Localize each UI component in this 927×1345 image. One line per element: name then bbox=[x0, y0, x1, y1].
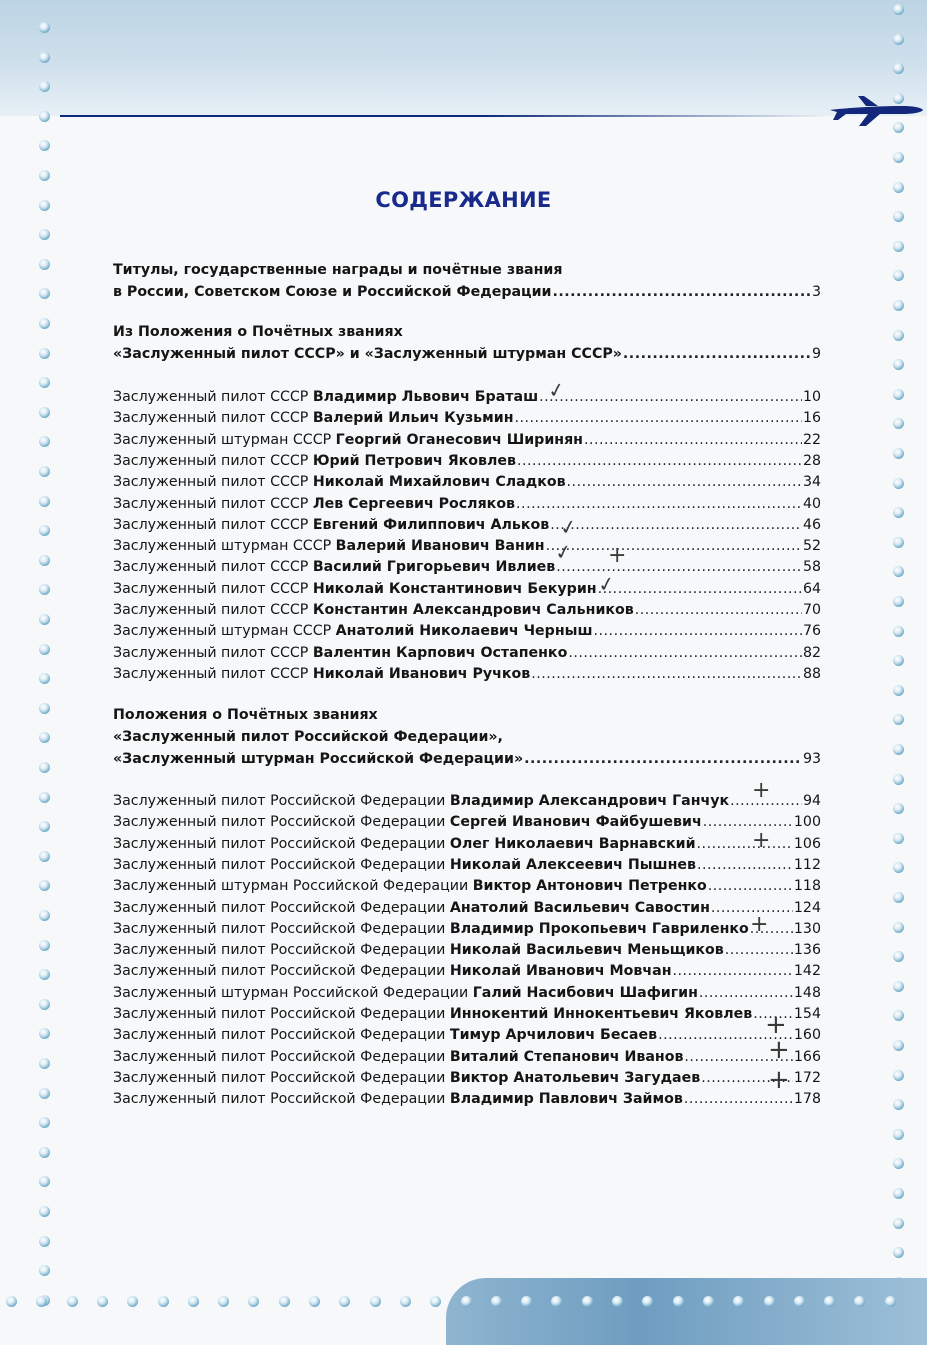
page-number: 40 bbox=[802, 495, 821, 512]
dot-leader bbox=[531, 664, 802, 685]
toc-heading-line bbox=[113, 260, 821, 281]
honor-title: Заслуженный пилот Российской Федерации bbox=[113, 856, 450, 873]
dot-leader bbox=[699, 983, 793, 1004]
toc-heading-line bbox=[113, 322, 821, 343]
honor-title: Заслуженный пилот Российской Федерации bbox=[113, 835, 450, 852]
bead-dot-icon bbox=[893, 507, 904, 518]
person-name: Сергей Иванович Файбушевич bbox=[449, 814, 702, 831]
section-heading: «Заслуженный пилот Российской Федерации», bbox=[113, 729, 503, 745]
bead-dot-icon bbox=[39, 1117, 50, 1128]
bead-dot-icon bbox=[893, 1247, 904, 1258]
dot-leader bbox=[539, 387, 802, 408]
bead-dot-icon bbox=[893, 1099, 904, 1110]
top-banner bbox=[0, 0, 927, 116]
dot-leader bbox=[697, 855, 793, 876]
bead-dot-icon bbox=[893, 685, 904, 696]
bead-dot-icon bbox=[400, 1296, 411, 1307]
person-name: Лев Сергеевич Росляков bbox=[312, 495, 516, 512]
toc-entry[interactable] bbox=[113, 812, 821, 833]
honor-title: Заслуженный пилот СССР bbox=[113, 665, 313, 682]
bead-dot-icon bbox=[893, 744, 904, 755]
honor-title: Заслуженный пилот Российской Федерации bbox=[113, 899, 450, 916]
bead-dot-icon bbox=[893, 93, 904, 104]
page-number: 82 bbox=[802, 644, 821, 661]
honor-title: Заслуженный пилот Российской Федерации bbox=[113, 1091, 450, 1108]
bead-dot-icon bbox=[521, 1296, 532, 1307]
bead-dot-icon bbox=[39, 555, 50, 566]
dot-leader bbox=[550, 515, 802, 536]
page-number: 46 bbox=[802, 516, 821, 533]
bead-dot-icon bbox=[39, 288, 50, 299]
bead-dot-icon bbox=[39, 851, 50, 862]
bead-dot-icon bbox=[309, 1296, 320, 1307]
bead-dot-icon bbox=[39, 1236, 50, 1247]
bead-dot-icon bbox=[39, 348, 50, 359]
bead-dot-icon bbox=[893, 152, 904, 163]
bead-dot-icon bbox=[893, 448, 904, 459]
dot-leader bbox=[623, 344, 811, 365]
person-name: Николай Алексеевич Пышнев bbox=[449, 856, 697, 873]
page-title: СОДЕРЖАНИЕ bbox=[375, 188, 552, 212]
bead-dot-icon bbox=[39, 1265, 50, 1276]
bead-dot-icon bbox=[39, 1206, 50, 1217]
bead-dot-icon bbox=[39, 111, 50, 122]
bead-dot-icon bbox=[248, 1296, 259, 1307]
bead-dot-icon bbox=[893, 418, 904, 429]
bead-dot-icon bbox=[39, 436, 50, 447]
toc-entry[interactable] bbox=[113, 919, 821, 940]
person-name: Владимир Львович Браташ bbox=[312, 389, 539, 405]
page-number: 88 bbox=[802, 665, 821, 682]
dot-leader bbox=[584, 430, 802, 451]
person-name: Валерий Ильич Кузьмин bbox=[312, 410, 514, 427]
page-number: 76 bbox=[802, 623, 821, 640]
honor-title: Заслуженный штурман СССР bbox=[113, 538, 336, 555]
section-heading: в России, Советском Союзе и Российской Федерации bbox=[113, 284, 552, 300]
toc-entry[interactable] bbox=[113, 408, 821, 429]
bead-dot-icon bbox=[67, 1296, 78, 1307]
toc-entry[interactable] bbox=[113, 579, 821, 600]
toc-entry[interactable] bbox=[113, 961, 821, 982]
plus-mark-icon: + bbox=[752, 828, 771, 853]
dot-leader bbox=[556, 557, 802, 578]
bead-dot-icon bbox=[893, 330, 904, 341]
bead-dot-icon bbox=[893, 389, 904, 400]
page-number: 64 bbox=[802, 580, 821, 597]
toc-entry-section2[interactable] bbox=[113, 344, 821, 365]
bead-dot-icon bbox=[893, 300, 904, 311]
toc-entry[interactable] bbox=[113, 1004, 821, 1025]
bead-dot-icon bbox=[39, 318, 50, 329]
honor-title: Заслуженный пилот СССР bbox=[113, 474, 313, 491]
page-number: 148 bbox=[793, 984, 821, 1001]
bead-dot-icon bbox=[673, 1296, 684, 1307]
bead-dot-icon bbox=[39, 792, 50, 803]
bead-dot-icon bbox=[893, 1129, 904, 1140]
page-number: 9 bbox=[811, 346, 821, 362]
honor-title: Заслуженный штурман Российской Федерации bbox=[113, 984, 473, 1001]
bead-dot-icon bbox=[39, 1176, 50, 1187]
toc-entry[interactable] bbox=[113, 621, 821, 642]
bead-dot-icon bbox=[39, 259, 50, 270]
honor-title: Заслуженный штурман Российской Федерации bbox=[113, 878, 473, 895]
dot-leader bbox=[708, 876, 793, 897]
person-name: Георгий Оганесович Ширинян bbox=[335, 431, 583, 448]
honor-title: Заслуженный пилот Российской Федерации bbox=[113, 814, 450, 831]
bead-dot-icon bbox=[39, 732, 50, 743]
bead-dot-icon bbox=[39, 910, 50, 921]
bead-dot-icon bbox=[893, 981, 904, 992]
person-name: Николай Константинович Бекурин bbox=[312, 580, 597, 597]
section-heading: Положения о Почётных званиях bbox=[113, 707, 378, 723]
honor-title: Заслуженный пилот Российской Федерации bbox=[113, 1069, 450, 1086]
bead-dot-icon bbox=[39, 525, 50, 536]
toc-entry[interactable] bbox=[113, 472, 821, 493]
person-name: Иннокентий Иннокентьевич Яковлев bbox=[449, 1006, 753, 1022]
toc-entry[interactable] bbox=[113, 600, 821, 621]
toc-entry[interactable] bbox=[113, 1068, 821, 1089]
toc-entry[interactable] bbox=[113, 1089, 821, 1110]
person-name: Виталий Степанович Иванов bbox=[449, 1048, 684, 1065]
plus-mark-icon: + bbox=[768, 1035, 790, 1065]
honor-title: Заслуженный пилот Российской Федерации bbox=[113, 1006, 450, 1022]
bead-dot-icon bbox=[39, 762, 50, 773]
page-number: 106 bbox=[793, 835, 821, 852]
table-of-contents bbox=[113, 260, 821, 1110]
bead-dot-icon bbox=[39, 969, 50, 980]
bead-dot-icon bbox=[188, 1296, 199, 1307]
bead-dot-icon bbox=[893, 1218, 904, 1229]
honor-title: Заслуженный пилот Российской Федерации bbox=[113, 920, 450, 937]
person-name: Евгений Филиппович Альков bbox=[312, 516, 550, 533]
toc-entry-section1[interactable] bbox=[113, 282, 821, 303]
bead-dot-icon bbox=[733, 1296, 744, 1307]
page-number: 124 bbox=[793, 899, 821, 916]
page-number: 93 bbox=[802, 751, 821, 767]
bead-dot-icon bbox=[893, 241, 904, 252]
plus-mark-icon: + bbox=[750, 912, 769, 937]
toc-entry[interactable] bbox=[113, 536, 821, 557]
toc-entry[interactable] bbox=[113, 898, 821, 919]
toc-entry[interactable] bbox=[113, 1025, 821, 1046]
page-number: 28 bbox=[802, 452, 821, 469]
header-rule bbox=[60, 115, 830, 117]
page-number: 70 bbox=[802, 602, 821, 618]
toc-entry[interactable] bbox=[113, 855, 821, 876]
toc-entry[interactable] bbox=[113, 387, 821, 408]
dot-leader bbox=[697, 834, 793, 855]
dot-leader bbox=[673, 961, 793, 982]
toc-entry[interactable] bbox=[113, 494, 821, 515]
bead-dot-icon bbox=[39, 821, 50, 832]
toc-heading-line bbox=[113, 727, 821, 748]
bead-dot-icon bbox=[893, 626, 904, 637]
bead-dot-icon bbox=[39, 703, 50, 714]
person-name: Анатолий Васильевич Савостин bbox=[449, 899, 710, 916]
person-name: Николай Васильевич Меньщиков bbox=[449, 942, 724, 959]
bead-dot-icon bbox=[642, 1296, 653, 1307]
bead-dot-icon bbox=[893, 122, 904, 133]
page-number: 160 bbox=[793, 1027, 821, 1044]
dot-leader bbox=[515, 408, 802, 429]
person-name: Олег Николаевич Варнавский bbox=[449, 835, 696, 852]
honor-title: Заслуженный пилот СССР bbox=[113, 452, 313, 469]
dot-leader bbox=[524, 749, 802, 770]
bead-dot-icon bbox=[6, 1296, 17, 1307]
toc-entry[interactable] bbox=[113, 876, 821, 897]
bead-dot-icon bbox=[893, 1070, 904, 1081]
honor-title: Заслуженный пилот Российской Федерации bbox=[113, 1048, 450, 1065]
dot-leader bbox=[568, 643, 802, 664]
bead-dot-icon bbox=[893, 596, 904, 607]
honor-title: Заслуженный пилот Российской Федерации bbox=[113, 1027, 450, 1044]
bead-dot-icon bbox=[764, 1296, 775, 1307]
person-name: Юрий Петрович Яковлев bbox=[312, 452, 516, 469]
honor-title: Заслуженный пилот СССР bbox=[113, 410, 313, 427]
bead-dot-icon bbox=[893, 4, 904, 15]
bead-dot-icon bbox=[39, 229, 50, 240]
bead-dot-icon bbox=[885, 1296, 896, 1307]
dot-leader bbox=[546, 536, 802, 557]
check-mark-icon: ✓ bbox=[596, 570, 617, 598]
bead-dot-icon bbox=[430, 1296, 441, 1307]
person-name: Николай Иванович Ручков bbox=[312, 665, 531, 682]
bead-dot-icon bbox=[39, 140, 50, 151]
person-name: Галий Насибович Шафигин bbox=[472, 984, 698, 1001]
bead-dot-icon bbox=[158, 1296, 169, 1307]
person-name: Николай Иванович Мовчан bbox=[449, 963, 672, 980]
bead-dot-icon bbox=[339, 1296, 350, 1307]
dot-leader bbox=[552, 282, 811, 303]
page-number: 136 bbox=[793, 942, 821, 959]
bead-dot-icon bbox=[893, 537, 904, 548]
bead-dot-icon bbox=[39, 1028, 50, 1039]
person-name: Владимир Прокопьевич Гавриленко bbox=[449, 920, 749, 937]
page-number: 100 bbox=[793, 814, 821, 831]
bead-dot-icon bbox=[893, 211, 904, 222]
bead-dot-icon bbox=[97, 1296, 108, 1307]
bead-dot-icon bbox=[39, 1088, 50, 1099]
bead-dot-icon bbox=[39, 644, 50, 655]
check-mark-icon: ✓ bbox=[553, 538, 574, 566]
page-number: 10 bbox=[802, 389, 821, 405]
bead-dot-icon bbox=[893, 803, 904, 814]
bead-dot-icon bbox=[893, 34, 904, 45]
person-name: Владимир Павлович Займов bbox=[449, 1091, 683, 1108]
check-mark-icon: ✓ bbox=[546, 376, 567, 404]
bead-dot-icon bbox=[36, 1296, 47, 1307]
toc-heading-line bbox=[113, 705, 821, 726]
toc-entry-section3[interactable] bbox=[113, 749, 821, 770]
bead-dot-icon bbox=[893, 922, 904, 933]
check-mark-icon: ✓ bbox=[558, 513, 579, 541]
bead-dot-icon bbox=[893, 566, 904, 577]
bead-dot-icon bbox=[893, 359, 904, 370]
section-heading: «Заслуженный штурман Российской Федерации» bbox=[113, 751, 524, 767]
bead-dot-icon bbox=[893, 270, 904, 281]
bead-dot-icon bbox=[893, 478, 904, 489]
page-number: 112 bbox=[793, 856, 821, 873]
airplane-icon bbox=[826, 92, 926, 128]
page-number: 142 bbox=[793, 963, 821, 980]
bead-dot-icon bbox=[39, 940, 50, 951]
page-number: 166 bbox=[793, 1048, 821, 1065]
bead-dot-icon bbox=[39, 377, 50, 388]
page-number: 118 bbox=[793, 878, 821, 895]
bead-dot-icon bbox=[612, 1296, 623, 1307]
toc-entry[interactable] bbox=[113, 1047, 821, 1068]
bead-dot-icon bbox=[893, 1158, 904, 1169]
bead-dot-icon bbox=[39, 880, 50, 891]
person-name: Василий Григорьевич Ивлиев bbox=[312, 559, 556, 576]
page-number: 16 bbox=[802, 410, 821, 427]
bead-dot-icon bbox=[893, 1188, 904, 1199]
person-name: Константин Александрович Сальников bbox=[312, 602, 634, 618]
bead-dot-icon bbox=[39, 1058, 50, 1069]
honor-title: Заслуженный штурман СССР bbox=[113, 431, 336, 448]
person-name: Валерий Иванович Ванин bbox=[335, 538, 545, 555]
page-number: 172 bbox=[793, 1069, 821, 1086]
page-number: 34 bbox=[802, 474, 821, 491]
person-name: Валентин Карпович Остапенко bbox=[312, 644, 568, 661]
honor-title: Заслуженный пилот СССР bbox=[113, 516, 313, 533]
bead-dot-icon bbox=[893, 1010, 904, 1021]
toc-entry[interactable] bbox=[113, 791, 821, 812]
toc-entry[interactable] bbox=[113, 430, 821, 451]
bead-dot-icon bbox=[893, 1040, 904, 1051]
honor-title: Заслуженный штурман СССР bbox=[113, 623, 336, 640]
toc-entry[interactable] bbox=[113, 940, 821, 961]
bead-dot-icon bbox=[582, 1296, 593, 1307]
bead-dot-icon bbox=[893, 862, 904, 873]
toc-entry[interactable] bbox=[113, 664, 821, 685]
bead-dot-icon bbox=[39, 52, 50, 63]
person-name: Владимир Александрович Ганчук bbox=[449, 793, 730, 809]
bead-dot-icon bbox=[39, 22, 50, 33]
bead-dot-icon bbox=[794, 1296, 805, 1307]
bead-dot-icon bbox=[39, 170, 50, 181]
person-name: Виктор Анатольевич Загудаев bbox=[449, 1069, 701, 1086]
honor-title: Заслуженный пилот СССР bbox=[113, 389, 313, 405]
bottom-bead-border bbox=[0, 1290, 927, 1314]
toc-entry[interactable] bbox=[113, 557, 821, 578]
honor-title: Заслуженный пилот СССР bbox=[113, 580, 313, 597]
bead-dot-icon bbox=[39, 407, 50, 418]
page-number: 130 bbox=[793, 920, 821, 937]
bead-dot-icon bbox=[824, 1296, 835, 1307]
toc-entry[interactable] bbox=[113, 451, 821, 472]
honor-title: Заслуженный пилот Российской Федерации bbox=[113, 793, 450, 809]
bead-dot-icon bbox=[893, 655, 904, 666]
honor-title: Заслуженный пилот СССР bbox=[113, 559, 313, 576]
bead-dot-icon bbox=[127, 1296, 138, 1307]
bead-dot-icon bbox=[893, 833, 904, 844]
bead-dot-icon bbox=[279, 1296, 290, 1307]
page-number: 178 bbox=[793, 1091, 821, 1108]
dot-leader bbox=[703, 812, 793, 833]
plus-mark-icon: + bbox=[765, 1010, 787, 1040]
honor-title: Заслуженный пилот СССР bbox=[113, 495, 313, 512]
dot-leader bbox=[635, 600, 802, 621]
honor-title: Заслуженный пилот Российской Федерации bbox=[113, 963, 450, 980]
honor-title: Заслуженный пилот СССР bbox=[113, 644, 313, 661]
plus-mark-icon: + bbox=[608, 543, 627, 568]
toc-entry[interactable] bbox=[113, 983, 821, 1004]
bead-dot-icon bbox=[39, 999, 50, 1010]
dot-leader bbox=[725, 940, 793, 961]
section-heading: Титулы, государственные награды и почётные звания bbox=[113, 262, 563, 278]
bead-dot-icon bbox=[491, 1296, 502, 1307]
bead-dot-icon bbox=[461, 1296, 472, 1307]
bead-dot-icon bbox=[39, 81, 50, 92]
bead-dot-icon bbox=[893, 714, 904, 725]
dot-leader bbox=[567, 472, 802, 493]
bead-dot-icon bbox=[893, 63, 904, 74]
bead-dot-icon bbox=[39, 496, 50, 507]
section-heading: Из Положения о Почётных званиях bbox=[113, 324, 403, 340]
bead-dot-icon bbox=[370, 1296, 381, 1307]
person-name: Виктор Антонович Петренко bbox=[472, 878, 707, 895]
toc-entry[interactable] bbox=[113, 515, 821, 536]
honor-title: Заслуженный пилот Российской Федерации bbox=[113, 942, 450, 959]
bead-dot-icon bbox=[551, 1296, 562, 1307]
dot-leader bbox=[594, 621, 802, 642]
dot-leader bbox=[516, 494, 802, 515]
bead-dot-icon bbox=[39, 584, 50, 595]
person-name: Николай Михайлович Сладков bbox=[312, 474, 566, 491]
page-number: 22 bbox=[802, 431, 821, 448]
page-number: 94 bbox=[802, 793, 821, 809]
dot-leader bbox=[598, 579, 802, 600]
bead-dot-icon bbox=[703, 1296, 714, 1307]
bead-dot-icon bbox=[39, 466, 50, 477]
bead-dot-icon bbox=[39, 614, 50, 625]
person-name: Анатолий Николаевич Черныш bbox=[335, 623, 593, 640]
bead-dot-icon bbox=[39, 673, 50, 684]
page-number: 154 bbox=[793, 1006, 821, 1022]
bead-dot-icon bbox=[39, 1147, 50, 1158]
section-heading: «Заслуженный пилот СССР» и «Заслуженный штурман СССР» bbox=[113, 346, 622, 362]
plus-mark-icon: + bbox=[752, 778, 771, 803]
person-name: Тимур Арчилович Бесаев bbox=[449, 1027, 658, 1044]
bead-dot-icon bbox=[893, 951, 904, 962]
page-number: 52 bbox=[802, 538, 821, 555]
bead-dot-icon bbox=[893, 892, 904, 903]
page-number: 58 bbox=[802, 559, 821, 576]
bead-dot-icon bbox=[854, 1296, 865, 1307]
plus-mark-icon: + bbox=[768, 1065, 790, 1095]
dot-leader bbox=[517, 451, 802, 472]
toc-entry[interactable] bbox=[113, 834, 821, 855]
bead-dot-icon bbox=[218, 1296, 229, 1307]
toc-entry[interactable] bbox=[113, 643, 821, 664]
honor-title: Заслуженный пилот СССР bbox=[113, 602, 313, 618]
page-number: 3 bbox=[811, 284, 821, 300]
bead-dot-icon bbox=[893, 774, 904, 785]
